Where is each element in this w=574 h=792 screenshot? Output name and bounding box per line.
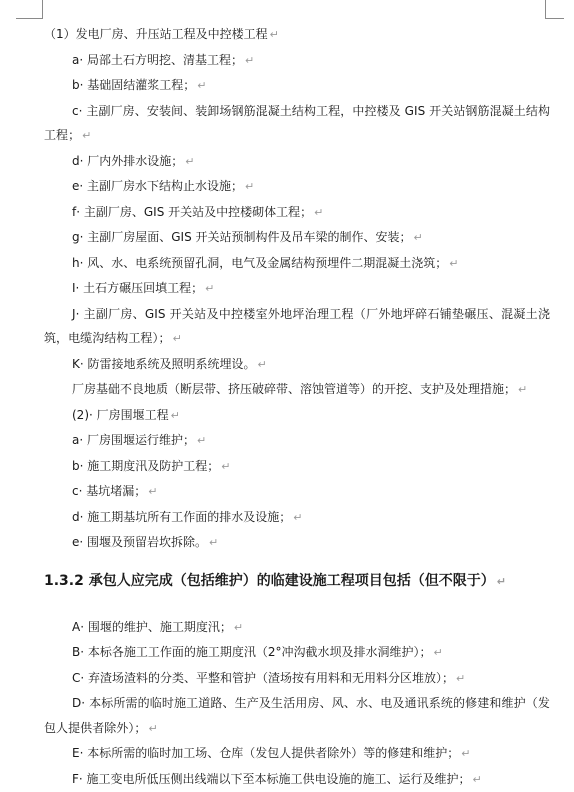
- paragraph-mark-icon: ↵: [173, 332, 182, 345]
- list-item: a· 局部土石方明挖、清基工程； ↵: [44, 48, 550, 74]
- paragraph-mark-icon: ↵: [171, 409, 180, 422]
- paragraph-mark-icon: ↵: [148, 485, 157, 498]
- list-item: c· 主副厂房、安装间、装卸场钢筋混凝土结构工程，中控楼及 GIS 开关站钢筋混凝土结构工程； ↵: [44, 99, 550, 149]
- list-item: E· 本标所需的临时加工场、仓库（发包人提供者除外）等的修建和维护； ↵: [44, 741, 550, 767]
- paragraph-mark-icon: ↵: [148, 722, 157, 735]
- list-item: F· 施工变电所低压侧出线端以下至本标施工供电设施的施工、运行及维护； ↵: [44, 767, 550, 792]
- paragraph-mark-icon: ↵: [234, 621, 243, 634]
- paragraph-mark-icon: ↵: [197, 79, 206, 92]
- paragraph-mark-icon: ↵: [449, 257, 458, 270]
- list-item: e· 围堰及预留岩坎拆除。 ↵: [44, 530, 550, 556]
- list-item: b· 基础固结灌浆工程； ↵: [44, 73, 550, 99]
- paragraph-mark-icon: ↵: [197, 434, 206, 447]
- paragraph-mark-icon: ↵: [245, 180, 254, 193]
- list-item: e· 主副厂房水下结构止水设施； ↵: [44, 174, 550, 200]
- paragraph-mark-icon: ↵: [221, 460, 230, 473]
- paragraph-mark-icon: ↵: [314, 206, 323, 219]
- paragraph-mark-icon: ↵: [209, 536, 218, 549]
- list-item: h· 风、水、电系统预留孔洞，电气及金属结构预埋件二期混凝土浇筑； ↵: [44, 251, 550, 277]
- document-body: [44, 22, 550, 792]
- list-item: c· 基坑堵漏； ↵: [44, 479, 550, 505]
- list-item: g· 主副厂房屋面、GIS 开关站预制构件及吊车梁的制作、安装； ↵: [44, 225, 550, 251]
- list-item: A· 围堰的维护、施工期度汛； ↵: [44, 615, 550, 641]
- body-paragraph: 厂房基础不良地质（断层带、挤压破碎带、溶蚀管道等）的开挖、支护及处理措施； ↵: [44, 377, 550, 403]
- list-item: D· 本标所需的临时施工道路、生产及生活用房、风、水、电及通讯系统的修建和维护（发包人提供者除外）； ↵: [44, 691, 550, 741]
- list-item: a· 厂房围堰运行维护； ↵: [44, 428, 550, 454]
- list-item: f· 主副厂房、GIS 开关站及中控楼砌体工程； ↵: [44, 200, 550, 226]
- paragraph-mark-icon: ↵: [414, 231, 423, 244]
- paragraph-mark-icon: ↵: [245, 54, 254, 67]
- paragraph-mark-icon: ↵: [205, 282, 214, 295]
- list-item: d· 施工期基坑所有工作面的排水及设施； ↵: [44, 505, 550, 531]
- list-item: d· 厂内外排水设施； ↵: [44, 149, 550, 175]
- page-corner-mark-right: [545, 0, 564, 19]
- list-item: I· 土石方碾压回填工程； ↵: [44, 276, 550, 302]
- list-item: J· 主副厂房、GIS 开关站及中控楼室外地坪治理工程（厂外地坪碎石铺垫碾压、混凝土浇筑，电缆沟结构工程）； ↵: [44, 302, 550, 352]
- list-item: B· 本标各施工工作面的施工期度汛（2°冲沟截水坝及排水洞维护）； ↵: [44, 640, 550, 666]
- page-corner-mark-left: [16, 0, 43, 19]
- paragraph-mark-icon: ↵: [434, 646, 443, 659]
- paragraph-mark-icon: ↵: [473, 773, 482, 786]
- list-item: b· 施工期度汛及防护工程； ↵: [44, 454, 550, 480]
- paragraph-mark-icon: ↵: [497, 575, 506, 588]
- list-item: K· 防雷接地系统及照明系统埋设。 ↵: [44, 352, 550, 378]
- paragraph-mark-icon: ↵: [82, 129, 91, 142]
- paragraph-mark-icon: ↵: [518, 383, 527, 396]
- paragraph-mark-icon: ↵: [270, 28, 279, 41]
- list-item: C· 弃渣场渣料的分类、平整和管护（渣场按有用料和无用料分区堆放）； ↵: [44, 666, 550, 692]
- paragraph-mark-icon: ↵: [456, 672, 465, 685]
- subsection-heading: 1.3.2 承包人应完成（包括维护）的临建设施工程项目包括（但不限于） ↵: [44, 566, 550, 597]
- paragraph-mark-icon: ↵: [293, 511, 302, 524]
- paragraph-mark-icon: ↵: [185, 155, 194, 168]
- section-heading-1: （1）发电厂房、升压站工程及中控楼工程 ↵: [44, 22, 550, 48]
- paragraph-mark-icon: ↵: [461, 747, 470, 760]
- paragraph-mark-icon: ↵: [258, 358, 267, 371]
- section-heading-2: (2)· 厂房围堰工程 ↵: [44, 403, 550, 429]
